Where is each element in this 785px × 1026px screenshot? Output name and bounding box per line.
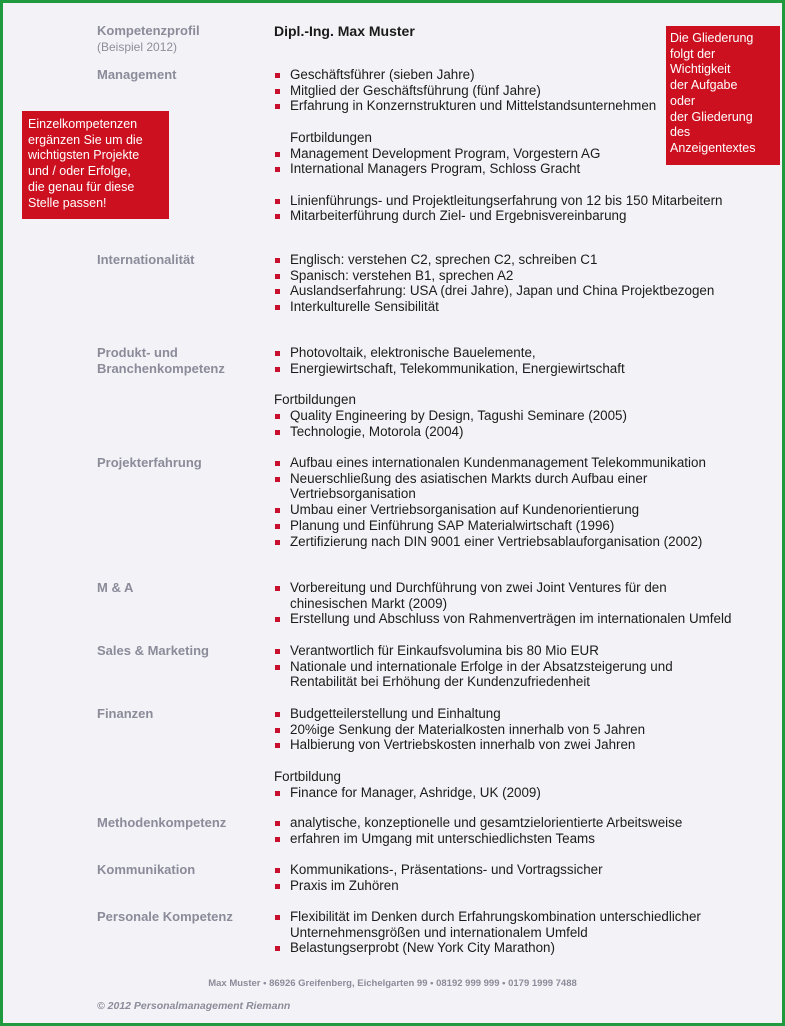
- list-item: Verantwortlich für Einkaufsvolumina bis 80 Mio EUR: [274, 643, 694, 659]
- profile-sublabel: (Beispiel 2012): [97, 40, 178, 54]
- note-line: Anzeigentextes: [670, 140, 756, 155]
- list-item: Halbierung von Vertriebskosten innerhalb von zwei Jahren: [274, 737, 754, 753]
- note-line: Wichtigkeit: [670, 62, 731, 77]
- footer-address: Max Muster • 86926 Greifenberg, Eichelgarten 99 • 08192 999 999 • 0179 1999 7488: [208, 978, 577, 989]
- list-item: Planung und Einführung SAP Materialwirtschaft (1996): [274, 518, 724, 534]
- profile-label: Kompetenzprofil: [97, 23, 200, 38]
- candidate-name: Dipl.-Ing. Max Muster: [274, 23, 415, 39]
- header-label-block: [97, 23, 267, 55]
- section-label-kommunikation: Kommunikation: [97, 862, 196, 877]
- section-kommunikation: [274, 862, 754, 893]
- list-item: Aufbau eines internationalen Kundenmanagement Telekommunikation: [274, 455, 724, 471]
- note-line: oder: [670, 93, 696, 108]
- list-item: Technologie, Motorola (2004): [274, 424, 754, 440]
- list-item: Spanisch: verstehen B1, sprechen A2: [274, 268, 754, 284]
- section-label-ma: M & A: [97, 580, 134, 595]
- list-item: Finance for Manager, Ashridge, UK (2009): [274, 785, 754, 801]
- section-label-produkt: [97, 345, 267, 377]
- note-line: der Aufgabe: [670, 78, 738, 93]
- list-item: Englisch: verstehen C2, sprechen C2, schreiben C1: [274, 252, 754, 268]
- list-item: Umbau einer Vertriebsorganisation auf Kundenorientierung: [274, 502, 724, 518]
- section-finanzen: [274, 706, 754, 800]
- list-item: Vorbereitung und Durchführung von zwei Joint Ventures für den chinesischen Markt (2009): [274, 580, 690, 611]
- note-line: des: [670, 125, 691, 140]
- note-line: Einzelkompetenzen: [28, 117, 138, 131]
- note-line: der Gliederung: [670, 109, 753, 124]
- section-produkt: [274, 345, 754, 439]
- list-item: Mitglied der Geschäftsführung (fünf Jahre): [274, 83, 754, 99]
- section-methoden: [274, 815, 754, 846]
- section-personal: [274, 909, 734, 956]
- note-line: wichtigsten Projekte: [28, 148, 140, 163]
- list-item: Flexibilität im Denken durch Erfahrungskombination unterschiedlicher Unternehmensgrößen und internationalem Umfeld: [274, 909, 734, 940]
- list-item: Interkulturelle Sensibilität: [274, 299, 754, 315]
- section-label-methoden: Methodenkompetenz: [97, 815, 227, 830]
- footer-copyright: © 2012 Personalmanagement Riemann: [97, 1000, 291, 1012]
- list-item: analytische, konzeptionelle und gesamtzielorientierte Arbeitsweise: [274, 815, 754, 831]
- list-item: Management Development Program, Vorgestern AG: [274, 146, 754, 162]
- list-item: Belastungserprobt (New York City Marathon): [274, 940, 734, 956]
- produkt-subheading: Fortbildungen: [274, 392, 356, 408]
- list-item: 20%ige Senkung der Materialkosten innerhalb von 5 Jahren: [274, 722, 754, 738]
- hint-note-left: [22, 111, 169, 219]
- section-international: [274, 252, 754, 315]
- note-line: Stelle passen!: [28, 195, 107, 210]
- finanzen-subheading: Fortbildung: [274, 768, 341, 784]
- section-label-projekt: Projekterfahrung: [97, 455, 202, 470]
- section-label-management: Management: [97, 67, 177, 82]
- list-item: Quality Engineering by Design, Tagushi Seminare (2005): [274, 408, 754, 424]
- list-item: Photovoltaik, elektronische Bauelemente,: [274, 345, 754, 361]
- list-item: Erstellung und Abschluss von Rahmenverträgen im internationalen Umfeld: [274, 611, 749, 627]
- list-item: Mitarbeiterführung durch Ziel- und Ergebnisvereinbarung: [274, 208, 754, 224]
- note-line: die genau für diese: [28, 179, 135, 194]
- list-item: Erfahrung in Konzernstrukturen und Mittelstandsunternehmen: [274, 98, 754, 114]
- list-item: Auslandserfahrung: USA (drei Jahre), Japan und China Projektbezogen: [274, 283, 754, 299]
- list-item: Budgetteilerstellung und Einhaltung: [274, 706, 754, 722]
- note-line: folgt der: [670, 46, 716, 61]
- section-label-finanzen: Finanzen: [97, 706, 154, 721]
- list-item: erfahren im Umgang mit unterschiedlichsten Teams: [274, 831, 754, 847]
- note-line: ergänzen Sie um die: [28, 132, 143, 147]
- management-subheading: Fortbildungen: [290, 129, 372, 145]
- list-item: Zertifizierung nach DIN 9001 einer Vertriebsablauforganisation (2002): [274, 534, 724, 550]
- produkt-label-line1: Produkt- und: [97, 345, 178, 360]
- section-projekt: [274, 455, 724, 549]
- list-item: Geschäftsführer (sieben Jahre): [274, 67, 754, 83]
- list-item: Neuerschließung des asiatischen Markts durch Aufbau einer Vertriebsorganisation: [274, 471, 680, 502]
- hint-note-right: [666, 26, 780, 165]
- list-item: Praxis im Zuhören: [274, 878, 754, 894]
- list-item: International Managers Program, Schloss Gracht: [274, 161, 754, 177]
- section-label-international: Internationalität: [97, 252, 195, 267]
- section-ma: [274, 580, 749, 627]
- section-sales: [274, 643, 694, 690]
- list-item: Energiewirtschaft, Telekommunikation, Energiewirtschaft: [274, 361, 754, 377]
- produkt-label-line2: Branchenkompetenz: [97, 361, 225, 376]
- note-line: und / oder Erfolge,: [28, 164, 131, 179]
- list-item: Nationale und internationale Erfolge in der Absatzsteigerung und Rentabilität bei Erhöhung der Kundenzufriedenheit: [274, 659, 694, 690]
- list-item: Linienführungs- und Projektleitungserfahrung von 12 bis 150 Mitarbeitern: [274, 193, 754, 209]
- section-label-personal: Personale Kompetenz: [97, 909, 233, 924]
- list-item: Kommunikations-, Präsentations- und Vortragssicher: [274, 862, 754, 878]
- note-line: Die Gliederung: [670, 31, 754, 45]
- management-list-3: [274, 193, 754, 224]
- section-label-sales: Sales & Marketing: [97, 643, 209, 658]
